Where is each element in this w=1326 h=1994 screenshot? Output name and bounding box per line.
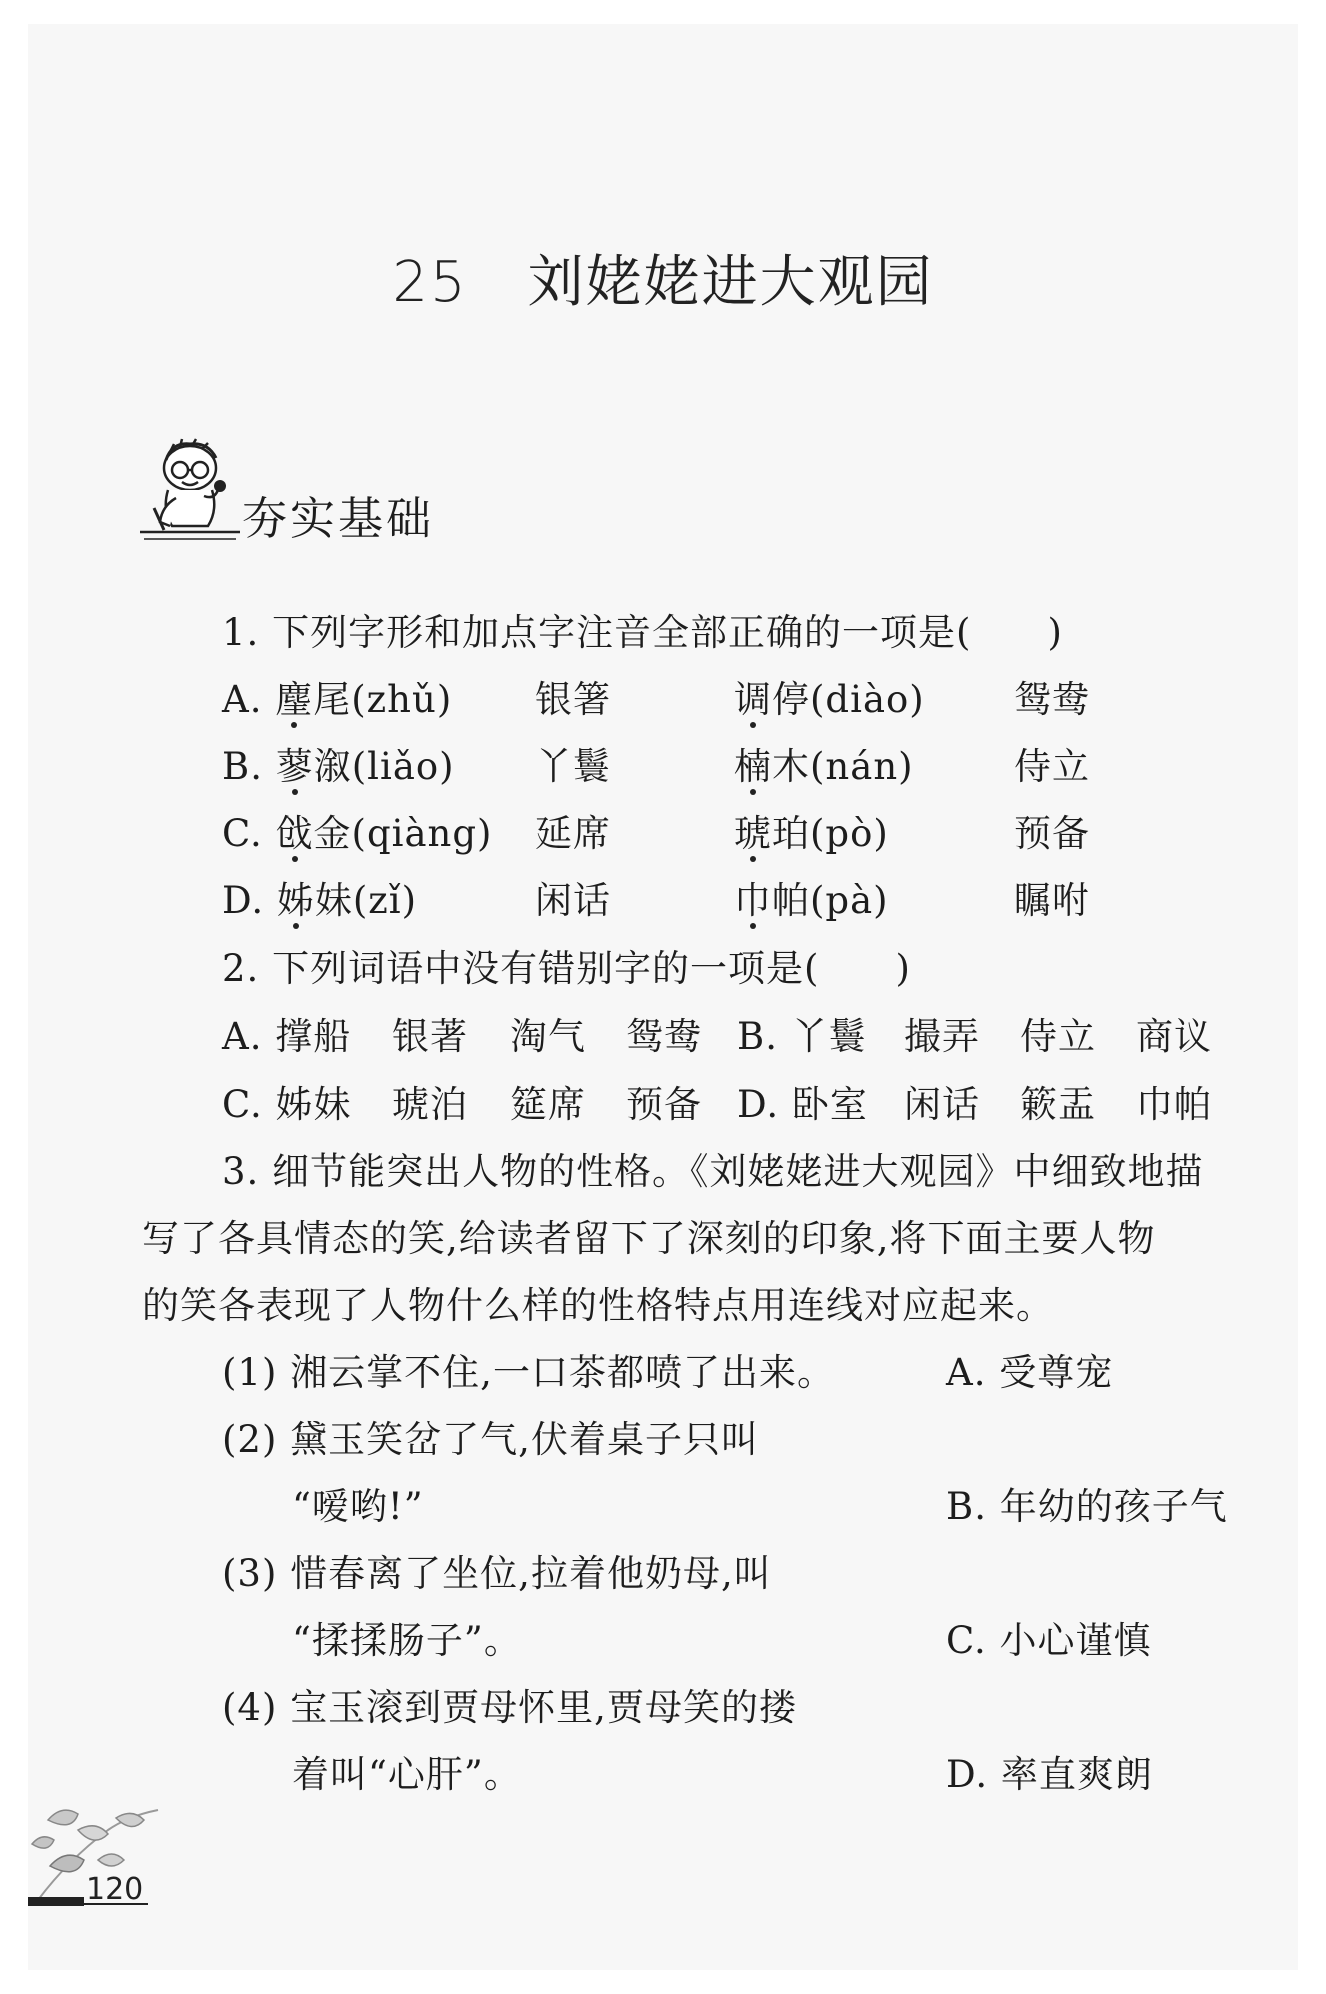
dotted-char: 麈 <box>275 678 314 721</box>
option-letter: C. <box>222 812 276 855</box>
q1-option-d <box>222 879 1090 922</box>
q2-word: 银著 <box>392 1015 468 1058</box>
q3-trait-d: D. 率直爽朗 <box>946 1753 1153 1796</box>
dotted-char: 调 <box>734 678 772 721</box>
option-letter: B. <box>222 745 276 788</box>
option-word-2: 闲话 <box>535 879 611 922</box>
q2-word: 商议 <box>1136 1015 1212 1058</box>
option-word-4: 瞩咐 <box>1014 879 1090 922</box>
q3-item-1 <box>222 1351 835 1394</box>
option-word-1: 尾(zhǔ) <box>313 678 453 721</box>
q3-item-2 <box>222 1418 759 1461</box>
q2-word: 鸳鸯 <box>626 1015 702 1058</box>
item-text: 黛玉笑岔了气,伏着桌子只叫 <box>290 1418 759 1461</box>
q3-paragraph-line-3: 的笑各表现了人物什么样的性格特点用连线对应起来。 <box>142 1284 1054 1327</box>
option-word-2: 银箸 <box>535 678 611 721</box>
q2-word: 巾帕 <box>1136 1083 1212 1126</box>
q2-word: 闲话 <box>904 1083 980 1126</box>
q3-item-3 <box>222 1552 772 1595</box>
option-word-2: 丫鬟 <box>535 745 611 788</box>
page-number: 120 <box>86 1872 144 1907</box>
q2-word: 簌盂 <box>1020 1083 1096 1126</box>
option-word-4: 侍立 <box>1014 745 1090 788</box>
q1-option-c <box>222 812 1090 855</box>
lesson-title-text: 刘姥姥进大观园 <box>527 250 934 315</box>
item-number: (1) <box>222 1351 278 1394</box>
lesson-title <box>0 238 1326 318</box>
q2-word: C. 姊妹 <box>222 1083 352 1126</box>
option-word-1: 金(qiàng) <box>313 812 493 855</box>
option-word-1: 溆(liǎo) <box>313 745 455 788</box>
item-number: (3) <box>222 1552 278 1595</box>
q2-row-1 <box>222 1015 1242 1058</box>
dotted-char: 姊 <box>276 879 315 922</box>
item-text: 宝玉滚到贾母怀里,贾母笑的搂 <box>290 1686 797 1729</box>
dotted-char: 楠 <box>734 745 772 788</box>
option-word-4: 预备 <box>1014 812 1090 855</box>
q2-word: 撮弄 <box>904 1015 980 1058</box>
q2-word: 琥泊 <box>392 1083 468 1126</box>
q3-item-3-cont: “揉揉肠子”。 <box>292 1619 522 1662</box>
option-word-3: 停(diào) <box>772 678 925 721</box>
dotted-char: 巾 <box>734 879 772 922</box>
page-number-bar <box>28 1897 84 1906</box>
option-word-3: 珀(pò) <box>772 812 889 855</box>
dotted-char: 蓼 <box>275 745 314 788</box>
writing-student-icon <box>140 438 245 548</box>
q2-word: 筵席 <box>510 1083 586 1126</box>
q2-word: 淘气 <box>510 1015 586 1058</box>
item-number: (4) <box>222 1686 278 1729</box>
q2-word: 侍立 <box>1020 1015 1096 1058</box>
option-letter: A. <box>222 678 276 721</box>
option-letter: D. <box>222 879 277 922</box>
q1-option-a <box>222 678 1090 721</box>
option-word-2: 延席 <box>535 812 611 855</box>
q3-trait-a: A. 受尊宠 <box>946 1351 1114 1394</box>
option-word-3: 帕(pà) <box>772 879 889 922</box>
q3-item-2-cont: “嗳哟!” <box>292 1485 424 1528</box>
section-label: 夯实基础 <box>242 492 435 545</box>
q1-option-b <box>222 745 1090 788</box>
q3-trait-c: C. 小心谨慎 <box>946 1619 1152 1662</box>
q2-word: D. 卧室 <box>737 1083 868 1126</box>
item-number: (2) <box>222 1418 278 1461</box>
q2-word: B. 丫鬟 <box>737 1015 867 1058</box>
option-word-3: 木(nán) <box>772 745 914 788</box>
option-word-4: 鸳鸯 <box>1014 678 1090 721</box>
lesson-number: 25 <box>392 250 468 315</box>
q3-trait-b: B. 年幼的孩子气 <box>946 1485 1228 1528</box>
q3-paragraph-line-2: 写了各具情态的笑,给读者留下了深刻的印象,将下面主要人物 <box>142 1217 1156 1260</box>
q2-stem: 2. 下列词语中没有错别字的一项是( ) <box>222 947 911 990</box>
dotted-char: 琥 <box>734 812 772 855</box>
q3-paragraph-line-1: 3. 细节能突出人物的性格。《刘姥姥进大观园》中细致地描 <box>222 1150 1204 1193</box>
q2-row-2 <box>222 1083 1242 1126</box>
item-text: 惜春离了坐位,拉着他奶母,叫 <box>290 1552 772 1595</box>
option-word-1: 妹(zǐ) <box>314 879 418 922</box>
q3-item-4-cont: 着叫“心肝”。 <box>292 1753 522 1796</box>
dotted-char: 戗 <box>275 812 314 855</box>
q2-word: 预备 <box>626 1083 702 1126</box>
q2-word: A. 撑船 <box>222 1015 352 1058</box>
item-text: 湘云掌不住,一口茶都喷了出来。 <box>290 1351 835 1394</box>
q1-stem: 1. 下列字形和加点字注音全部正确的一项是( ) <box>222 611 1063 654</box>
q3-item-4 <box>222 1686 797 1729</box>
